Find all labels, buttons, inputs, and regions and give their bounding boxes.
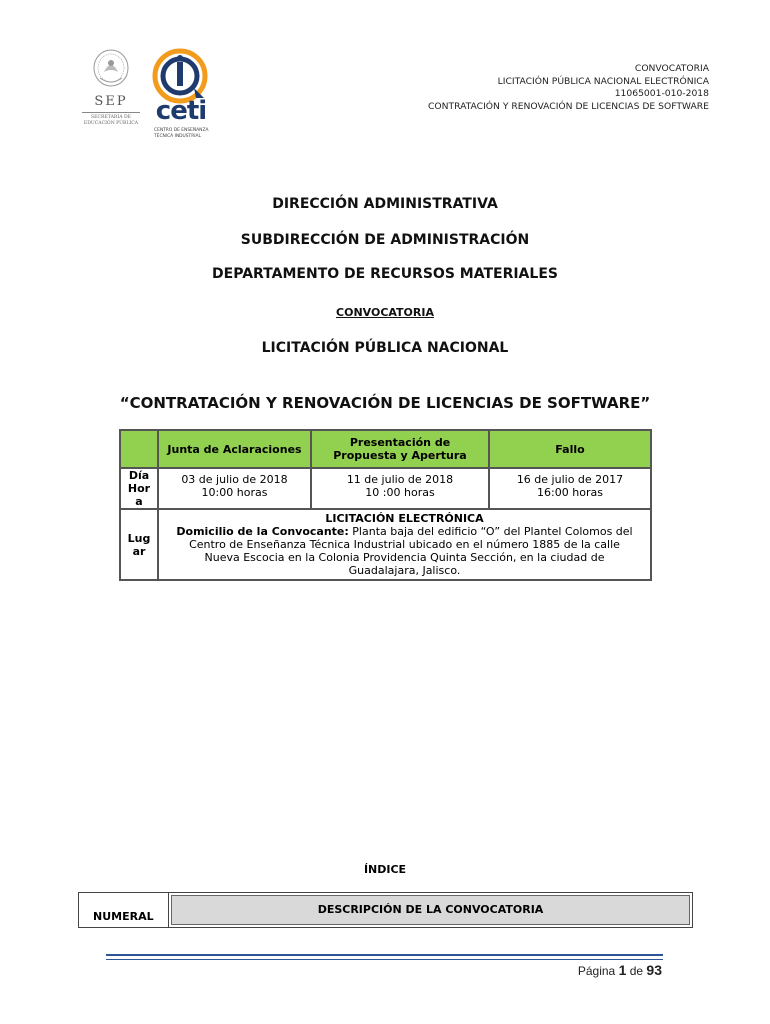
row-label-lugar-l2: ar — [132, 544, 146, 558]
page-total: 93 — [646, 962, 662, 978]
document-header — [428, 63, 709, 113]
ceti-subtitle — [154, 128, 218, 140]
index-table-header — [78, 892, 692, 926]
index-col-numeral-label: NUMERAL — [93, 910, 154, 923]
ceti-logo — [150, 48, 218, 140]
lugar-line-2: Centro de Enseñanza Técnica Industrial ubicado en el número 1885 de la calle — [189, 538, 620, 551]
cell-lugar — [158, 509, 651, 580]
schedule-row-lugar — [120, 509, 651, 580]
index-col-descripcion-label: DESCRIPCIÓN DE LA CONVOCATORIA — [317, 903, 544, 916]
header-line-2: LICITACIÓN PÚBLICA NACIONAL ELECTRÓNICA — [497, 75, 709, 87]
footer-rule-thick — [106, 954, 663, 956]
junta-date: 03 de julio de 2018 — [181, 473, 288, 486]
footer-rule-thin — [106, 959, 663, 960]
title-licitacion: LICITACIÓN PÚBLICA NACIONAL — [261, 340, 509, 356]
ceti-subtitle-line2: TÉCNICA INDUSTRIAL — [154, 134, 202, 139]
row-label-lugar-l1: Lug — [127, 531, 151, 545]
header-line-3: 11065001-010-2018 — [614, 88, 709, 100]
sep-wordmark: SEP — [94, 94, 128, 109]
junta-time: 10:00 horas — [201, 486, 268, 499]
schedule-header-junta: Junta de Aclaraciones — [158, 430, 311, 468]
schedule-header-empty — [120, 430, 158, 468]
title-convocatoria: CONVOCATORIA — [336, 306, 434, 319]
presentacion-date: 11 de julio de 2018 — [346, 473, 454, 486]
fallo-time: 16:00 horas — [537, 486, 603, 499]
header-line-4: CONTRATACIÓN Y RENOVACIÓN DE LICENCIAS DE SOFTWARE — [427, 100, 709, 112]
presentacion-time: 10 :00 horas — [365, 486, 435, 499]
schedule-header-fallo: Fallo — [489, 430, 651, 468]
title-departamento: DEPARTAMENTO DE RECURSOS MATERIALES — [212, 266, 558, 282]
indice-title: ÍNDICE — [363, 863, 407, 876]
schedule-row-dia-hora — [120, 468, 651, 509]
title-objeto: “CONTRATACIÓN Y RENOVACIÓN DE LICENCIAS DE SOFTWARE” — [119, 394, 651, 412]
page-number — [578, 962, 662, 978]
schedule-header-presentacion — [311, 430, 489, 468]
cell-fallo — [489, 468, 651, 509]
lugar-line1-text: Planta baja del edificio “O” del Plantel Colomos del — [348, 525, 633, 538]
header-line-1: CONVOCATORIA — [634, 63, 709, 74]
title-subdireccion: SUBDIRECCIÓN DE ADMINISTRACIÓN — [240, 232, 530, 248]
sep-subtitle — [78, 115, 144, 127]
lugar-line-1 — [163, 525, 646, 538]
row-label-lugar — [120, 509, 158, 580]
ceti-subtitle-line1: CENTRO DE ENSEÑANZA — [154, 128, 209, 133]
national-seal-icon — [92, 48, 130, 92]
row-label-dia-l2: Hor — [127, 482, 151, 495]
lugar-line-3: Nueva Escocia en la Colonia Providencia Quinta Sección, en la ciudad de — [204, 551, 605, 564]
ceti-wordmark: ceti — [155, 96, 207, 126]
fallo-date: 16 de julio de 2017 — [516, 473, 624, 486]
index-col-descripcion-inner — [171, 895, 690, 925]
lugar-line-4: Guadalajara, Jalisco. — [348, 564, 461, 577]
cell-presentacion — [311, 468, 489, 509]
sep-divider — [82, 112, 140, 113]
schedule-table — [119, 429, 652, 581]
title-direccion: DIRECCIÓN ADMINISTRATIVA — [272, 196, 498, 212]
lugar-domicilio-label: Domicilio de la Convocante: — [176, 525, 349, 538]
cell-junta — [158, 468, 311, 509]
index-col-numeral — [78, 892, 169, 928]
sep-subtitle-line2: EDUCACIÓN PÚBLICA — [83, 121, 139, 126]
index-col-descripcion — [168, 892, 693, 928]
page-of-label: de — [629, 964, 644, 978]
sep-logo — [78, 48, 144, 140]
lugar-heading: LICITACIÓN ELECTRÓNICA — [325, 512, 484, 525]
sep-subtitle-line1: SECRETARÍA DE — [90, 115, 132, 120]
row-label-dia-hora — [120, 468, 158, 509]
row-label-dia-l3: a — [135, 495, 143, 508]
page-current: 1 — [618, 962, 627, 978]
row-label-dia-l1: Día — [128, 469, 150, 482]
schedule-header-presentacion-line2: Propuesta y Apertura — [333, 449, 467, 462]
schedule-header-row — [120, 430, 651, 468]
schedule-header-presentacion-line1: Presentación de — [349, 436, 451, 449]
page-label: Página — [577, 964, 616, 978]
